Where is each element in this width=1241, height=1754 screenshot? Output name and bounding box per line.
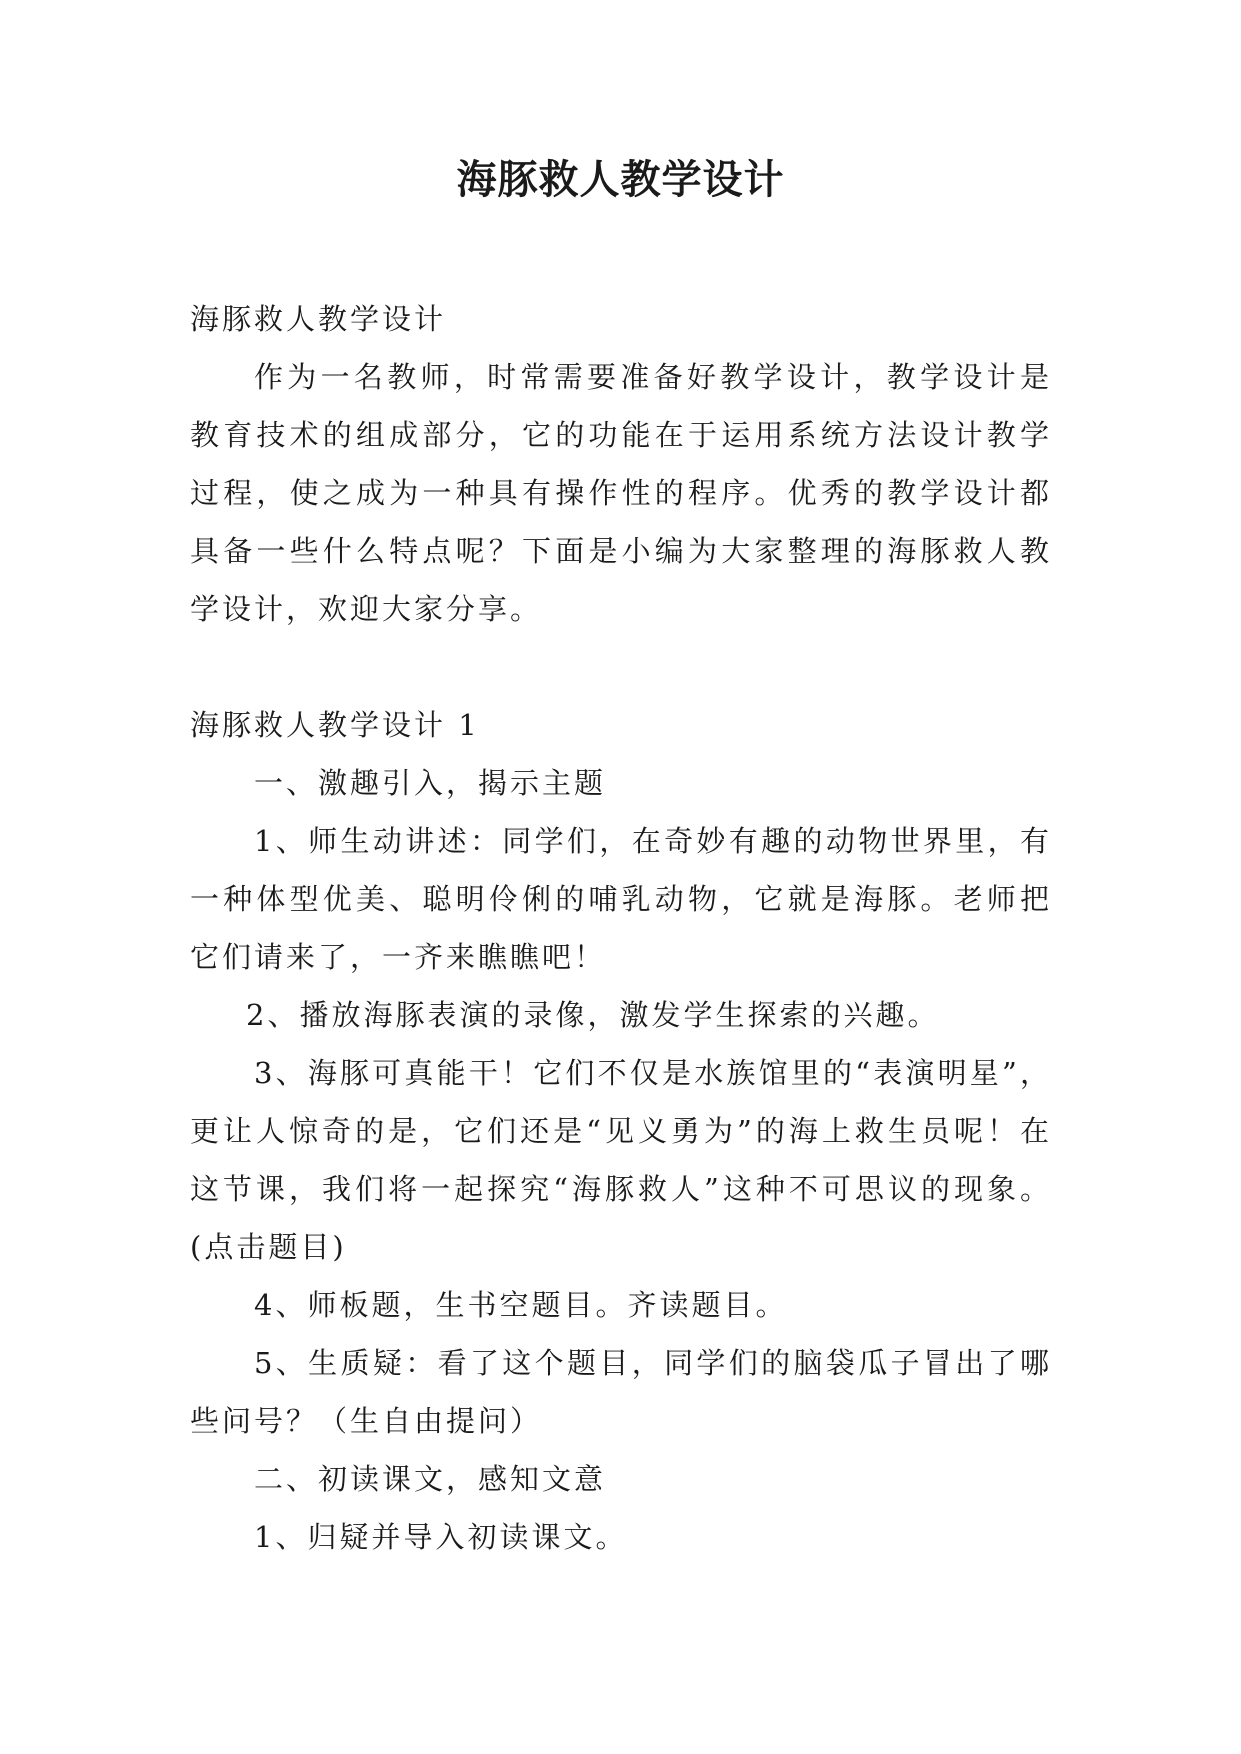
intro-paragraph: 作为一名教师，时常需要准备好教学设计，教学设计是教育技术的组成部分，它的功能在于运用系统方法设计教学过程，使之成为一种具有操作性的程序。优秀的教学设计都具备一些什么特点呢？下面是小编为大家整理的海豚救人教学设计，欢迎大家分享。 — [190, 360, 1052, 626]
paragraph-1: 1、师生动讲述：同学们，在奇妙有趣的动物世界里，有一种体型优美、聪明伶俐的哺乳动物，它就是海豚。老师把它们请来了，一齐来瞧瞧吧！ — [190, 824, 1052, 974]
section-title: 海豚救人教学设计 1 — [190, 708, 480, 742]
document-body — [190, 290, 1052, 1566]
paragraph-2: 2、播放海豚表演的录像，激发学生探索的兴趣。 — [246, 998, 940, 1032]
document-title: 海豚救人教学设计 — [456, 157, 785, 203]
heading-1: 一、激趣引入，揭示主题 — [254, 766, 607, 800]
paragraph-3: 3、海豚可真能干！它们不仅是水族馆里的“表演明星”，更让人惊奇的是，它们还是“见义勇为”的海上救生员呢！在这节课，我们将一起探究“海豚救人”这种不可思议的现象。(点击题目) — [190, 1056, 1052, 1264]
heading-2: 二、初读课文，感知文意 — [254, 1462, 607, 1496]
document-subtitle: 海豚救人教学设计 — [190, 302, 447, 336]
paragraph-4: 4、师板题，生书空题目。齐读题目。 — [254, 1288, 788, 1322]
paragraph-6: 1、归疑并导入初读课文。 — [254, 1520, 628, 1554]
paragraph-5: 5、生质疑：看了这个题目，同学们的脑袋瓜子冒出了哪些问号？（生自由提问） — [190, 1346, 1052, 1438]
section-spacer — [190, 638, 1052, 696]
